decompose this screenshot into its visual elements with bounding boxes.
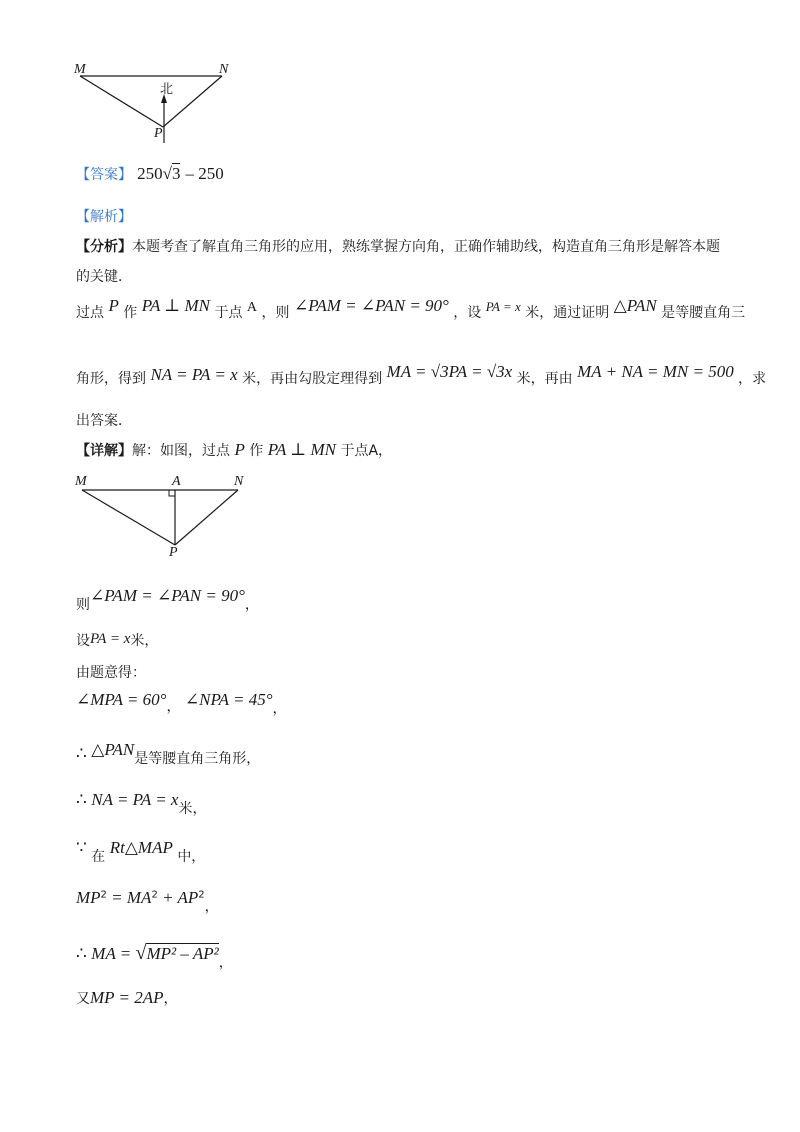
- math-pa-equals-x: PA = x: [90, 631, 131, 647]
- answer-suffix: – 250: [185, 164, 224, 183]
- math-ma: MA =: [91, 944, 136, 963]
- detail-text: ，: [378, 443, 393, 459]
- math-perpendicular: PA ⊥ MN: [267, 440, 337, 459]
- point-label-M: M: [75, 474, 87, 489]
- analysis-tag: 【解析】: [76, 209, 132, 225]
- fenxi-text-5: 出答案．: [76, 413, 132, 429]
- segment-MP: [82, 490, 175, 545]
- math-angle-equation: ∠PAM = ∠PAN = 90°: [293, 296, 449, 315]
- math-point-P: P: [108, 296, 119, 315]
- math-mp-2ap: MP = 2AP: [90, 988, 164, 1007]
- fenxi-text: 米，通过证明: [525, 305, 610, 321]
- step-7: [76, 838, 206, 865]
- math-mp: MP: [76, 888, 101, 907]
- math-exponent: 2: [100, 889, 107, 901]
- therefore-symbol: ∴: [76, 790, 87, 809]
- step-5: [76, 740, 261, 767]
- detail-tag: 【详解】: [76, 443, 132, 459]
- fenxi-text: 过点: [76, 305, 104, 321]
- math-sum-500: MA + NA = MN = 500: [577, 362, 734, 381]
- math-rt-triangle-MAP: Rt△MAP: [109, 838, 173, 857]
- math-exponent: 2: [151, 889, 158, 901]
- point-label-A: A: [172, 474, 181, 489]
- segment-NP: [175, 490, 238, 545]
- math-perpendicular: PA ⊥ MN: [141, 296, 211, 315]
- math-ma: = MA: [106, 888, 152, 907]
- step-text: 又: [76, 991, 90, 1007]
- point-label-N: N: [219, 62, 229, 77]
- step-6: [76, 790, 207, 817]
- step-text: 中，: [177, 849, 206, 865]
- math-point-A: A: [246, 300, 258, 315]
- math-na-pa-x: NA = PA = x: [91, 790, 179, 809]
- right-angle-mark: [169, 490, 175, 496]
- point-label-N: N: [234, 474, 244, 489]
- step-text: 则: [76, 597, 90, 613]
- point-label-P: P: [154, 126, 163, 141]
- step-8: [76, 888, 219, 915]
- detail-text: A: [368, 443, 379, 459]
- because-symbol: ∵: [76, 838, 87, 857]
- step-3: [76, 662, 146, 682]
- step-text: 设: [76, 633, 90, 649]
- math-angle-equation: ∠PAM = ∠PAN = 90°: [90, 586, 245, 605]
- fenxi-text: 米，再由: [516, 371, 573, 387]
- step-text: 在: [91, 849, 106, 865]
- detail-text: 解：如图，过点: [132, 443, 230, 459]
- point-label-M: M: [74, 62, 86, 77]
- answer-tag: 【答案】: [76, 167, 132, 183]
- step-text: ，: [272, 701, 287, 717]
- math-ma-sqrt3: MA = √3PA = √3x: [386, 362, 513, 381]
- step-4: [76, 690, 287, 717]
- math-angle-mpa: ∠MPA = 60°: [76, 690, 167, 709]
- math-exponent: 2: [198, 889, 205, 901]
- step-2: [76, 630, 158, 650]
- detail-text: 于点: [340, 443, 369, 459]
- step-text: 是等腰直角三角形，: [134, 751, 261, 767]
- math-angle-npa: ∠NPA = 45°: [184, 690, 273, 709]
- detail-text: 作: [249, 443, 264, 459]
- fenxi-text: 是等腰直角三: [661, 305, 746, 321]
- fenxi-text: 作: [123, 305, 138, 321]
- fenxi-text: 角形，得到: [76, 371, 146, 387]
- step-text: 米，: [178, 801, 207, 817]
- fenxi-text: ，则: [261, 305, 290, 321]
- math-ap: + AP: [157, 888, 199, 907]
- step-text: ，: [204, 899, 219, 915]
- step-text: ，: [163, 991, 178, 1007]
- north-label: 北: [160, 82, 174, 97]
- math-radicand: MP² – AP²: [146, 944, 219, 963]
- answer-sqrt-sign: √: [162, 164, 172, 183]
- fenxi-tag: 【分析】: [76, 239, 132, 255]
- fenxi-text-2: 的关键．: [76, 269, 132, 285]
- fenxi-text: 米，再由勾股定理得到: [242, 371, 383, 387]
- math-point-P: P: [234, 440, 245, 459]
- step-text: ，: [166, 699, 181, 715]
- answer-radicand: 3: [171, 164, 181, 183]
- fenxi-text: ，求: [738, 371, 767, 387]
- step-text: 由题意得：: [76, 665, 146, 681]
- step-text: ，: [244, 597, 259, 613]
- math-na-pa-x: NA = PA = x: [150, 365, 238, 384]
- step-1: [76, 586, 259, 613]
- step-9: [76, 942, 233, 971]
- fenxi-text: ，设: [453, 305, 482, 321]
- answer-prefix: 250: [137, 164, 163, 183]
- point-label-P: P: [169, 545, 178, 560]
- math-triangle-PAN: △PAN: [91, 740, 135, 759]
- step-text: 米，: [130, 633, 159, 649]
- step-text: ，: [218, 955, 233, 971]
- math-triangle-PAN: △PAN: [613, 296, 657, 315]
- therefore-symbol: ∴: [76, 744, 87, 763]
- sqrt-sign: √: [135, 942, 147, 964]
- therefore-symbol: ∴: [76, 944, 87, 963]
- fenxi-text: 于点: [214, 305, 243, 321]
- math-pa-equals-x: PA = x: [485, 299, 521, 314]
- step-10: [76, 988, 177, 1008]
- fenxi-text-1: 本题考查了解直角三角形的应用，熟练掌握方向角，正确作辅助线，构造直角三角形是解答本题: [132, 239, 720, 255]
